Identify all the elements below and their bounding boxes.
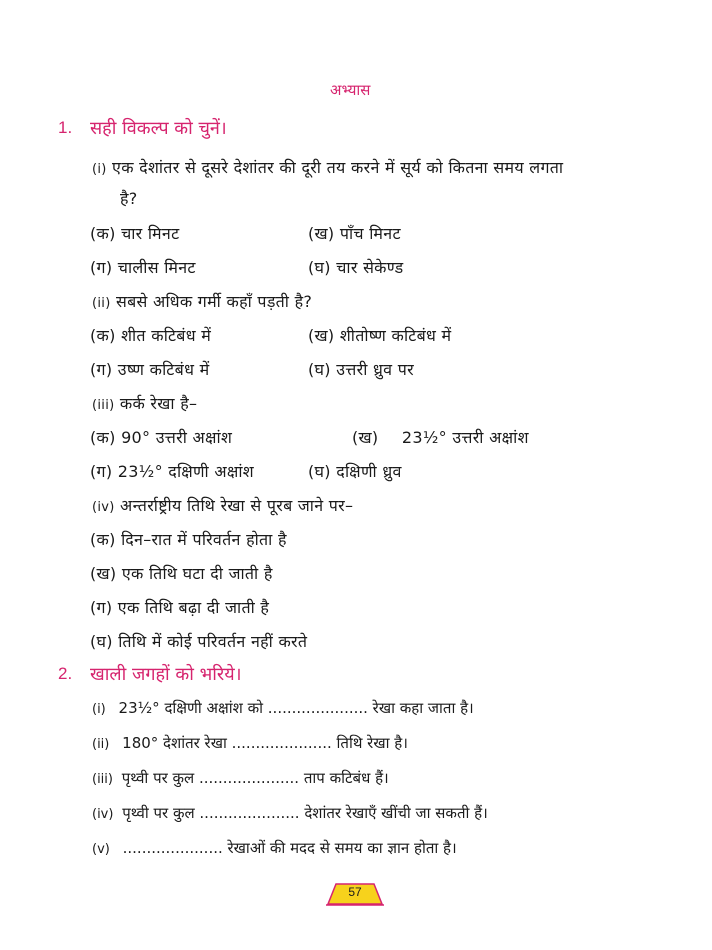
q1-iii-text: कर्क रेखा है– [119, 394, 198, 413]
option-text: दक्षिणी ध्रुव [336, 462, 402, 481]
q2-item-5 [92, 838, 457, 858]
q1-i-option-d [308, 256, 404, 278]
option-label: (क) [90, 428, 116, 447]
q1-i-text: एक देशांतर से दूसरे देशांतर की दूरी तय करने में सूर्य को कितना समय लगता [112, 158, 564, 177]
q1-i-line1 [92, 156, 563, 178]
q1-ii-label: (ii) [92, 296, 111, 311]
question-1-number: 1. [58, 118, 73, 137]
question-2-number: 2. [58, 664, 73, 683]
option-label: (ख) [352, 428, 379, 447]
q1-iv-option-b [90, 562, 273, 584]
option-label: (ख) [308, 326, 335, 345]
option-text: चार सेकेण्ड [336, 258, 404, 277]
q2-item-4 [92, 803, 488, 823]
option-text: उत्तरी ध्रुव पर [336, 360, 414, 379]
q1-i-label: (i) [92, 162, 107, 177]
option-text: 90° उत्तरी अक्षांश [121, 428, 233, 447]
q1-ii-option-c [90, 358, 210, 380]
option-label: (घ) [308, 462, 331, 481]
q2-item-3 [92, 768, 389, 788]
question-1-title: सही विकल्प को चुनें। [90, 118, 227, 139]
option-label: (घ) [308, 258, 331, 277]
item-label: (v) [92, 842, 110, 857]
option-label: (ग) [90, 258, 113, 277]
q1-iv-option-c [90, 596, 269, 618]
option-label: (घ) [90, 632, 113, 651]
page-number-badge [326, 880, 384, 906]
option-text: तिथि में कोई परिवर्तन नहीं करते [118, 632, 308, 651]
q1-ii-option-b [308, 324, 451, 346]
q2-item-2 [92, 733, 408, 753]
option-text: 23½° दक्षिणी अक्षांश [117, 462, 254, 481]
option-label: (क) [90, 224, 116, 243]
option-label: (ख) [308, 224, 335, 243]
option-label: (ख) [90, 564, 117, 583]
item-label: (i) [92, 702, 106, 717]
question-2-title: खाली जगहों को भरिये। [90, 664, 242, 685]
q1-iii-question [92, 392, 197, 414]
option-label: (घ) [308, 360, 331, 379]
q1-iii-option-b [352, 426, 529, 448]
q1-i-option-b [308, 222, 401, 244]
item-text: 23½° दक्षिणी अक्षांश को ..................... रेखा कहा जाता है। [118, 699, 474, 717]
q1-ii-text: सबसे अधिक गर्मी कहाँ पड़ती है? [115, 292, 313, 311]
q1-ii-option-d [308, 358, 414, 380]
option-label: (ग) [90, 462, 113, 481]
option-text: 23½° उत्तरी अक्षांश [401, 428, 529, 447]
option-text: एक तिथि बढ़ा दी जाती है [117, 598, 270, 617]
q1-ii-question [92, 290, 312, 312]
q1-iv-text: अन्तर्राष्ट्रीय तिथि रेखा से पूरब जाने पर– [120, 496, 354, 515]
option-text: एक तिथि घटा दी जाती है [121, 564, 273, 583]
q1-iii-option-d [308, 460, 402, 482]
q2-item-1 [92, 698, 474, 718]
q1-iv-option-a [90, 528, 287, 550]
q1-i-option-c [90, 256, 196, 278]
item-text: पृथ्वी पर कुल ..................... देशांतर रेखाएँ खींची जा सकती हैं। [122, 804, 488, 822]
option-text: पाँच मिनट [339, 224, 401, 243]
q1-iv-option-d [90, 630, 307, 652]
option-label: (ग) [90, 598, 113, 617]
item-label: (ii) [92, 737, 110, 752]
exercise-heading: अभ्यास [330, 81, 371, 99]
option-text: शीत कटिबंध में [121, 326, 212, 345]
option-label: (क) [90, 530, 116, 549]
option-label: (ग) [90, 360, 113, 379]
item-label: (iv) [92, 807, 114, 822]
q1-i-line2: है? [120, 189, 138, 208]
option-text: चार मिनट [121, 224, 180, 243]
q1-iv-label: (iv) [92, 500, 115, 515]
page-number: 57 [348, 885, 362, 899]
option-text: शीतोष्ण कटिबंध में [339, 326, 452, 345]
q1-iv-question [92, 494, 353, 516]
option-label: (क) [90, 326, 116, 345]
q1-i-option-a [90, 222, 179, 244]
option-text: उष्ण कटिबंध में [117, 360, 210, 379]
item-text: पृथ्वी पर कुल ..................... ताप कटिबंध हैं। [121, 769, 389, 787]
item-label: (iii) [92, 772, 113, 787]
option-text: दिन–रात में परिवर्तन होता है [121, 530, 287, 549]
q1-iii-option-c [90, 460, 254, 482]
option-text: चालीस मिनट [117, 258, 196, 277]
item-text: 180° देशांतर रेखा ..................... तिथि रेखा है। [122, 734, 408, 752]
q1-iii-option-a [90, 426, 232, 448]
item-text: ..................... रेखाओं की मदद से समय का ज्ञान होता है। [122, 839, 457, 857]
q1-ii-option-a [90, 324, 211, 346]
q1-iii-label: (iii) [92, 398, 115, 413]
